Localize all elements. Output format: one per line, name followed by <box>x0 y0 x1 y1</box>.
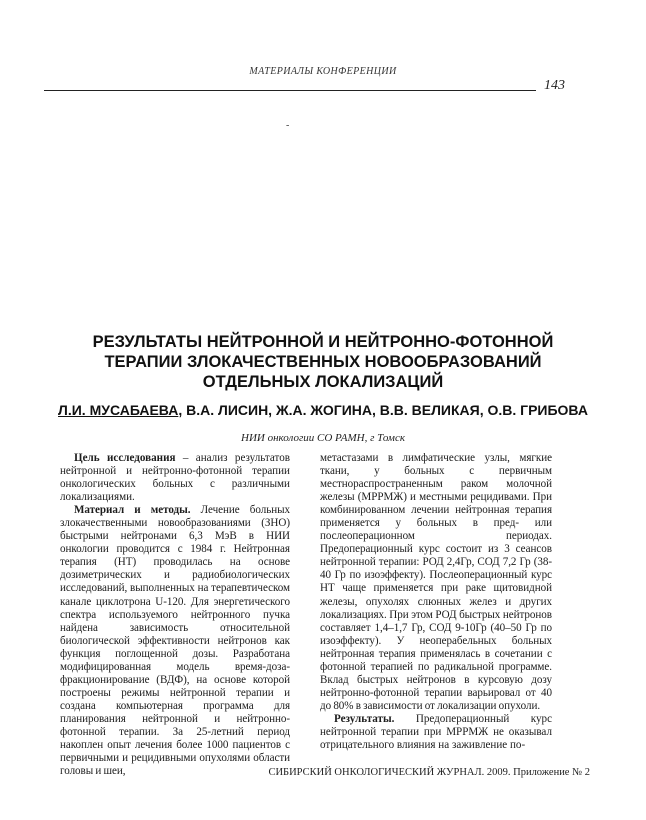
page-number: 143 <box>544 78 565 93</box>
results-paragraph <box>320 713 552 752</box>
title-line: РЕЗУЛЬТАТЫ НЕЙТРОННОЙ И НЕЙТРОННО-ФОТОННОЙ <box>92 333 554 351</box>
journal-footer: СИБИРСКИЙ ОНКОЛОГИЧЕСКИЙ ЖУРНАЛ. 2009. Приложение № 2 <box>268 767 590 778</box>
results-heading: Результаты. <box>334 712 395 725</box>
aim-paragraph <box>60 452 290 504</box>
title-line: ТЕРАПИИ ЗЛОКАЧЕСТВЕННЫХ НОВООБРАЗОВАНИЙ <box>104 353 542 371</box>
author-list <box>40 402 606 418</box>
results-text: Предоперационный курс нейтронной терапии при МРРМЖ не оказывал отрицательного влияния на заживление по- <box>320 712 552 752</box>
running-head: МАТЕРИАЛЫ КОНФЕРЕНЦИИ <box>249 66 397 77</box>
methods-paragraph <box>60 504 290 778</box>
header-rule <box>44 90 536 91</box>
left-column <box>60 452 290 778</box>
aim-heading: Цель исследования <box>74 452 176 464</box>
methods-heading: Материал и методы. <box>74 504 191 517</box>
methods-text: Лечение больных злокачественными новообразованиями (ЗНО) быстрыми нейтронами 6,3 МэВ в НИИ онкологии проводится с 1984 г. Нейтронная терапия (НТ) проводилась на основе дозиметрических и радиобиологических исследований, выполненных на терапевтическом канале циклотрона U-120. Для энергетического спектра используемого нейтронного пучка найдена зависимость относительной биологической эффективности нейтронов как функция поглощенной дозы. Разработана модифицированная модель время-доза-фракционирование (ВДФ), на основе которой построены режимы нейтронной терапии и создана компьютерная программа для планирования нейтронной и нейтронно-фотонной терапии. За 25-летний период накоплен опыт лечения более 1000 пациентов с первичными и рецидивными опухолями области головы и шеи, <box>60 504 290 778</box>
title-line: ОТДЕЛЬНЫХ ЛОКАЛИЗАЦИЙ <box>202 373 444 391</box>
first-author: Л.И. МУСАБАЕВА <box>58 402 179 418</box>
co-authors: , В.А. ЛИСИН, Ж.А. ЖОГИНА, В.В. ВЕЛИКАЯ, О.В. ГРИБОВА <box>178 402 588 418</box>
aim-text: – анализ результатов нейтронной и нейтронно-фотонной терапии онкологических больных с различными локализациями. <box>60 452 290 504</box>
stray-mark: - <box>286 120 290 131</box>
right-column <box>320 452 552 752</box>
affiliation: НИИ онкологии СО РАМН, г Томск <box>241 432 405 444</box>
continued-paragraph: метастазами в лимфатические узлы, мягкие ткани, у больных с первичным местнораспространенным раком молочной железы (МРРМЖ) и местными рецидивами. При комбинированном лечении нейтронная терапия применяется у больных в пред- или послеоперационном периодах. Предоперационный курс состоит из 3 сеансов нейтронной терапии: РОД 2,4Гр, СОД 7,2 Гр (38-40 Гр по изоэффекту). Послеоперационный курс НТ чаще применяется при раке щитовидной железы, опухолях слюнных желез и других локализациях. При этом РОД быстрых нейтронов составляет 1,4–1,7 Гр, СОД 9-10Гр (40–50 Гр по изоэффекту). У неоперабельных больных нейтронная терапия применялась в сочетании с фотонной терапией по радикальной программе. Вклад быстрых нейтронов в курсовую дозу нейтронно-фотонной терапии варьировал от 40 до 80% в зависимости от локализации опухоли. <box>320 452 552 712</box>
article-title <box>40 332 606 392</box>
